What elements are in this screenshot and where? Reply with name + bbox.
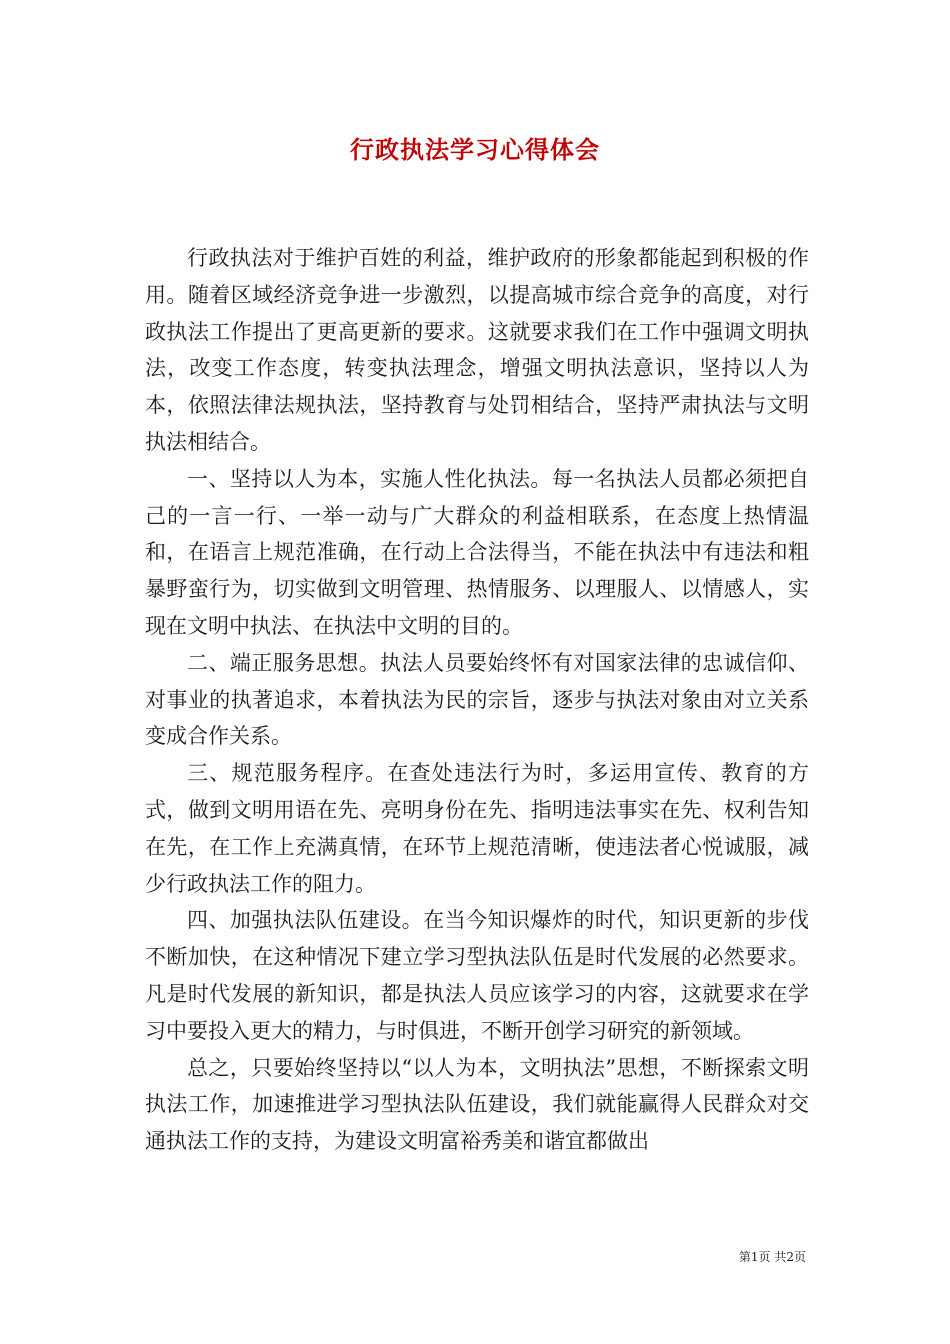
conclusion-paragraph: 总之，只要始终坚持以“以人为本，文明执法”思想，不断探索文明执法工作，加速推进学习型执法队伍建设，我们就能赢得人民群众对交通执法工作的支持，为建设文明富裕秀美和谐宜都做出 [145, 1055, 809, 1154]
document-body [145, 240, 809, 1160]
section-two-paragraph: 二、端正服务思想。执法人员要始终怀有对国家法律的忠诚信仰、对事业的执著追求，本着执法为民的宗旨，逐步与执法对象由对立关系变成合作关系。 [145, 650, 809, 749]
document-title: 行政执法学习心得体会 [350, 135, 600, 164]
page-number: 第1页 共2页 [738, 1250, 806, 1264]
intro-paragraph: 行政执法对于维护百姓的利益，维护政府的形象都能起到积极的作用。随着区域经济竞争进一步激烈，以提高城市综合竞争的高度，对行政执法工作提出了更高更新的要求。这就要求我们在工作中强调文明执法，改变工作态度，转变执法理念，增强文明执法意识，坚持以人为本，依照法律法规执法，坚持教育与处罚相结合，坚持严肃执法与文明执法相结合。 [145, 246, 809, 454]
section-four-paragraph: 四、加强执法队伍建设。在当今知识爆炸的时代，知识更新的步伐不断加快，在这种情况下建立学习型执法队伍是时代发展的必然要求。凡是时代发展的新知识，都是执法人员应该学习的内容，这就要求在学习中要投入更大的精力，与时俱进，不断开创学习研究的新领域。 [145, 908, 809, 1043]
section-three-paragraph: 三、规范服务程序。在查处违法行为时，多运用宣传、教育的方式，做到文明用语在先、亮明身份在先、指明违法事实在先、权利告知在先，在工作上充满真情，在环节上规范清晰，使违法者心悦诚服，减少行政执法工作的阻力。 [145, 761, 809, 896]
section-one-paragraph: 一、坚持以人为本，实施人性化执法。每一名执法人员都必须把自己的一言一行、一举一动与广大群众的利益相联系，在态度上热情温和，在语言上规范准确，在行动上合法得当，不能在执法中有违法和粗暴野蛮行为，切实做到文明管理、热情服务、以理服人、以情感人，实现在文明中执法、在执法中文明的目的。 [145, 466, 809, 638]
